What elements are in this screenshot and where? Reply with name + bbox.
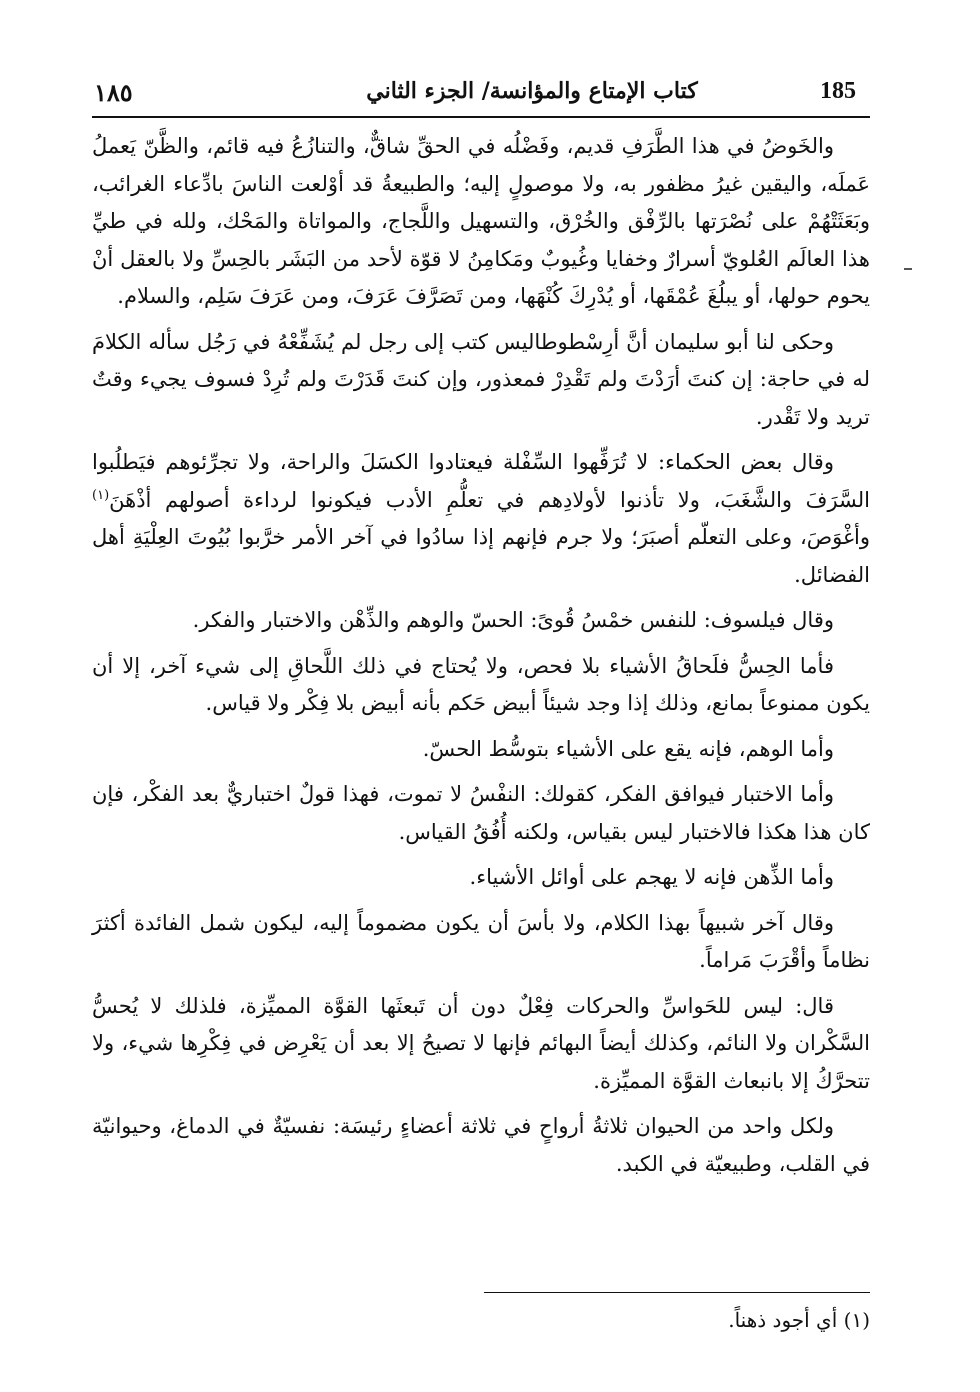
paragraph: وأما الوهم، فإنه يقع على الأشياء بتوسُّط الحسّ. <box>422 736 834 761</box>
footnote-marker: (١) <box>843 1308 870 1332</box>
paragraph: وقال آخر شبيهاً بهذا الكلام، ولا بأسَ أن يكون مضموماً إليه، ليكون شمل الفائدة أكثرَ نظاماً وأقْرَبَ مَراماً. <box>92 910 870 972</box>
paragraph: وأما الاختبار فيوافق الفكر، كقولك: النفْسُ لا تموت، فهذا قولٌ اختباريٌّ بعد الفكْر، فإن كان هذا هكذا فالاختبار ليس بقياس، ولكنه أُفُقُ القياس. <box>92 782 870 844</box>
running-title: كتاب الإمتاع والمؤانسة/ الجزء الثاني <box>366 78 698 104</box>
paragraph: وحكى لنا أبو سليمان أنَّ أرِسْطوطاليس كتب إلى رجل لم يُشَفِّعْهُ في رَجُل سأله الكلامَ له في حاجة: إن كنتَ أرَدْتَ ولم تَقْدِرْ فمعذور، وإن كنتَ قَدَرْتَ ولم تُرِدْ فسوف يجيء وقتٌ تريد ولا تَقْدر. <box>92 329 870 429</box>
footnote <box>500 1308 870 1332</box>
paragraph: ولكل واحد من الحيوان ثلاثةُ أرواحٍ في ثلاثة أعضاءٍ رئيسَة: نفسيّةٌ في الدماغ، وحيوانيّة في القلب، وطبيعيّة في الكبد. <box>92 1114 870 1176</box>
footnote-text: أي أجود ذهناً. <box>728 1308 838 1332</box>
footnote-reference[interactable]: (١) <box>92 487 110 503</box>
paragraph-text: وأغْوَصَ، وعلى التعلّم أصبَرَ؛ ولا جرم فإنهم إذا سادُوا في آخر الأمر خرَّبوا بُيُوتَ العِلْيَةِ أهل الفضائل. <box>92 525 870 587</box>
paragraph: قال: ليس للحَواسِّ والحركات فِعْلٌ دون أن تَبعثَها القوَّة المميِّزة، فلذلك لا يُحسُّ السَّكْران ولا النائم، وكذلك أيضاً البهائم فإنها لا تصيحُ إلا بعد أن يَعْرِض في فِكْرِها شيء، ولا تتحرَّكُ إلا بانبعاث القوَّة المميِّزة. <box>92 993 870 1093</box>
paragraph: وقال فيلسوف: للنفس خمْسُ قُوىً: الحسّ والوهم والذِّهْن والاختبار والفكر. <box>192 608 834 632</box>
running-header <box>92 72 870 118</box>
paragraph <box>92 444 870 594</box>
paragraph: فأما الحِسُّ فلَحاقُ الأشياء بلا فحص، ولا يُحتاج في ذلك اللَّحاقِ إلى شيء آخر، إلا أن يكون ممنوعاً بمانع، وذلك إذا وجد شيئاً أبيض حَكم بأنه أبيض بلا فِكْر ولا قياس. <box>92 653 870 715</box>
paragraph: وأما الذِّهن فإنه لا يهجم على أوائل الأشياء. <box>469 865 834 889</box>
paragraph: والخَوضُ في هذا الطَّرَفِ قديم، وفَضْلُه في الحقِّ شاقٌّ، والتنازُعُ فيه قائم، والظَّنّ يَعملُ عَملَه، واليقين غيرُ مظفور به، ولا موصولٍ إليه؛ والطبيعةُ قد أوْلعت الناسَ بادِّعاء الغرائب، وبَعَثَتْهُمْ على نُصْرَتها بالرِّفْق والخُرْق، والتسهيل واللَّجاج، والمواتاة والمَحْك، ولله في طيِّ هذا العالَم العُلويّ أسرارٌ وخفايا وغُيوبٌ ومَكامِنُ لا قوّة لأحد من البَشَر بالحِسِّ ولا بالعقل أنْ يحوم حولها، أو يبلُغَ عُمْقَها، أو يُدْرِكَ كُنْهَها، ومن تَصَرَّفَ عَرَفَ، ومن عَرَفَ سَلِم، والسلام. <box>92 134 870 308</box>
page-number-arabic: ١٨٥ <box>94 78 133 107</box>
page-number-latin: 185 <box>820 78 856 104</box>
footnote-separator <box>484 1292 870 1293</box>
main-text <box>92 128 870 1191</box>
paragraph-text: وقال بعض الحكماء: لا تُرَفِّهوا السِّفْلة فيعتادوا الكسَلَ والراحة، ولا تجرِّئوهم فيَطلُبوا السَّرَفَ والشَّغَبَ، ولا تأذنوا لأولادِهم في تعلُّمِ الأدب فيكونوا لرداءة أصولهم أذْهَنَ <box>92 450 870 512</box>
scan-mark <box>904 268 912 270</box>
